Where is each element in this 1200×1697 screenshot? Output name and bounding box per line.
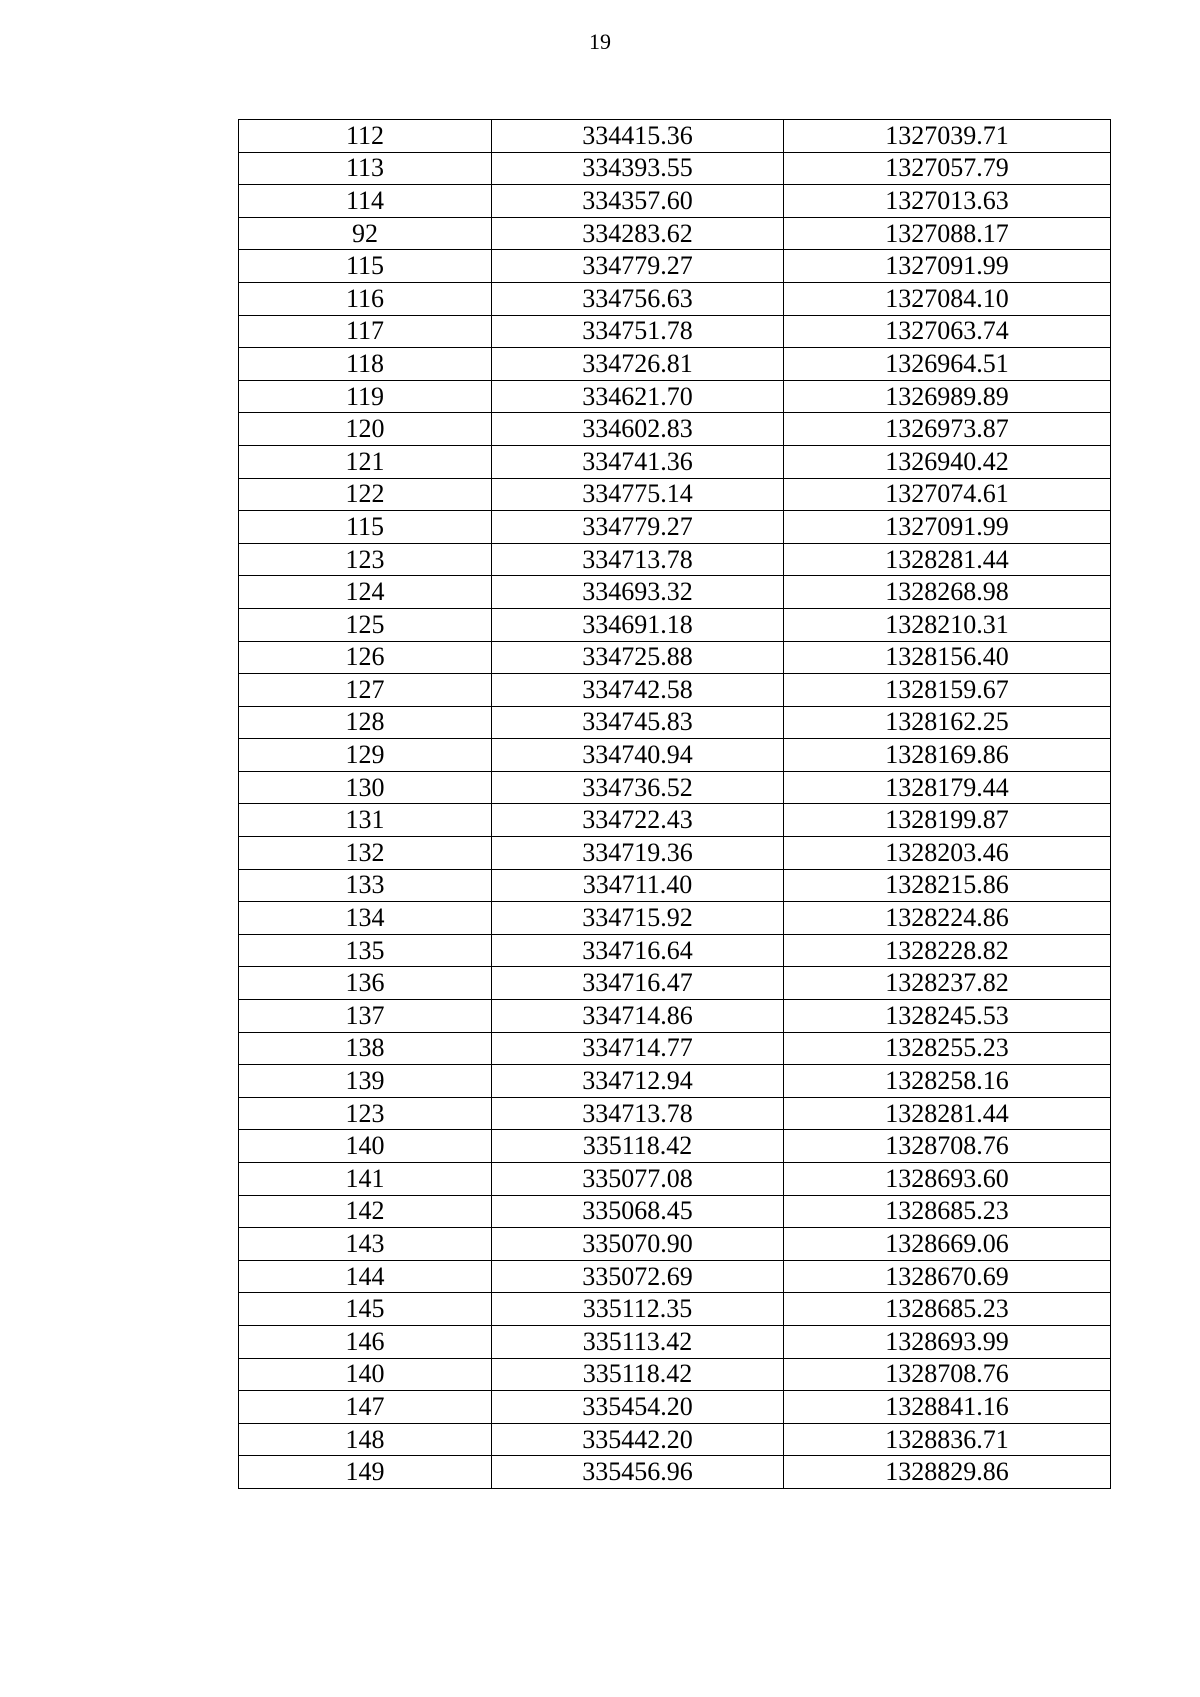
x-coordinate-cell: 334283.62 bbox=[492, 217, 784, 250]
x-coordinate-cell: 335118.42 bbox=[492, 1358, 784, 1391]
x-coordinate-cell: 334745.83 bbox=[492, 706, 784, 739]
point-number-cell: 124 bbox=[239, 576, 492, 609]
x-coordinate-cell: 335113.42 bbox=[492, 1325, 784, 1358]
table-row bbox=[239, 576, 1111, 609]
x-coordinate-cell: 334711.40 bbox=[492, 869, 784, 902]
y-coordinate-cell: 1326964.51 bbox=[784, 348, 1111, 381]
x-coordinate-cell: 335456.96 bbox=[492, 1456, 784, 1489]
point-number-cell: 146 bbox=[239, 1325, 492, 1358]
x-coordinate-cell: 334779.27 bbox=[492, 511, 784, 544]
x-coordinate-cell: 334716.47 bbox=[492, 967, 784, 1000]
x-coordinate-cell: 335077.08 bbox=[492, 1163, 784, 1196]
y-coordinate-cell: 1326940.42 bbox=[784, 445, 1111, 478]
point-number-cell: 112 bbox=[239, 120, 492, 153]
point-number-cell: 134 bbox=[239, 902, 492, 935]
table-row bbox=[239, 1260, 1111, 1293]
x-coordinate-cell: 335454.20 bbox=[492, 1391, 784, 1424]
y-coordinate-cell: 1326989.89 bbox=[784, 380, 1111, 413]
y-coordinate-cell: 1328841.16 bbox=[784, 1391, 1111, 1424]
y-coordinate-cell: 1327013.63 bbox=[784, 185, 1111, 218]
x-coordinate-cell: 334740.94 bbox=[492, 739, 784, 772]
table-row bbox=[239, 1391, 1111, 1424]
table-row bbox=[239, 152, 1111, 185]
page-number: 19 bbox=[589, 29, 611, 54]
y-coordinate-cell: 1326973.87 bbox=[784, 413, 1111, 446]
y-coordinate-cell: 1328199.87 bbox=[784, 804, 1111, 837]
table-row bbox=[239, 348, 1111, 381]
table-row bbox=[239, 1195, 1111, 1228]
point-number-cell: 136 bbox=[239, 967, 492, 1000]
y-coordinate-cell: 1328685.23 bbox=[784, 1293, 1111, 1326]
y-coordinate-cell: 1327039.71 bbox=[784, 120, 1111, 153]
point-number-cell: 131 bbox=[239, 804, 492, 837]
point-number-cell: 121 bbox=[239, 445, 492, 478]
table-row bbox=[239, 315, 1111, 348]
point-number-cell: 126 bbox=[239, 641, 492, 674]
x-coordinate-cell: 334415.36 bbox=[492, 120, 784, 153]
y-coordinate-cell: 1328203.46 bbox=[784, 837, 1111, 870]
x-coordinate-cell: 334722.43 bbox=[492, 804, 784, 837]
y-coordinate-cell: 1328829.86 bbox=[784, 1456, 1111, 1489]
x-coordinate-cell: 334756.63 bbox=[492, 282, 784, 315]
point-number-cell: 92 bbox=[239, 217, 492, 250]
y-coordinate-cell: 1328268.98 bbox=[784, 576, 1111, 609]
y-coordinate-cell: 1327084.10 bbox=[784, 282, 1111, 315]
point-number-cell: 114 bbox=[239, 185, 492, 218]
point-number-cell: 143 bbox=[239, 1228, 492, 1261]
coordinates-table bbox=[238, 119, 1111, 1489]
x-coordinate-cell: 334602.83 bbox=[492, 413, 784, 446]
table-row bbox=[239, 967, 1111, 1000]
point-number-cell: 138 bbox=[239, 1032, 492, 1065]
x-coordinate-cell: 334691.18 bbox=[492, 608, 784, 641]
point-number-cell: 113 bbox=[239, 152, 492, 185]
point-number-cell: 132 bbox=[239, 837, 492, 870]
x-coordinate-cell: 335118.42 bbox=[492, 1130, 784, 1163]
x-coordinate-cell: 335070.90 bbox=[492, 1228, 784, 1261]
point-number-cell: 140 bbox=[239, 1358, 492, 1391]
x-coordinate-cell: 334621.70 bbox=[492, 380, 784, 413]
table-row bbox=[239, 902, 1111, 935]
point-number-cell: 144 bbox=[239, 1260, 492, 1293]
y-coordinate-cell: 1327091.99 bbox=[784, 511, 1111, 544]
table-row bbox=[239, 543, 1111, 576]
table-row bbox=[239, 1163, 1111, 1196]
x-coordinate-cell: 334742.58 bbox=[492, 674, 784, 707]
table-row bbox=[239, 869, 1111, 902]
y-coordinate-cell: 1327088.17 bbox=[784, 217, 1111, 250]
x-coordinate-cell: 334714.86 bbox=[492, 1000, 784, 1033]
point-number-cell: 147 bbox=[239, 1391, 492, 1424]
table-row bbox=[239, 1456, 1111, 1489]
table-row bbox=[239, 1000, 1111, 1033]
x-coordinate-cell: 334393.55 bbox=[492, 152, 784, 185]
y-coordinate-cell: 1328159.67 bbox=[784, 674, 1111, 707]
point-number-cell: 120 bbox=[239, 413, 492, 446]
y-coordinate-cell: 1328670.69 bbox=[784, 1260, 1111, 1293]
x-coordinate-cell: 334357.60 bbox=[492, 185, 784, 218]
table-row bbox=[239, 380, 1111, 413]
y-coordinate-cell: 1327091.99 bbox=[784, 250, 1111, 283]
x-coordinate-cell: 334713.78 bbox=[492, 1097, 784, 1130]
x-coordinate-cell: 334719.36 bbox=[492, 837, 784, 870]
point-number-cell: 119 bbox=[239, 380, 492, 413]
point-number-cell: 130 bbox=[239, 771, 492, 804]
table-row bbox=[239, 185, 1111, 218]
y-coordinate-cell: 1328685.23 bbox=[784, 1195, 1111, 1228]
x-coordinate-cell: 334775.14 bbox=[492, 478, 784, 511]
x-coordinate-cell: 335112.35 bbox=[492, 1293, 784, 1326]
point-number-cell: 115 bbox=[239, 250, 492, 283]
x-coordinate-cell: 334714.77 bbox=[492, 1032, 784, 1065]
point-number-cell: 128 bbox=[239, 706, 492, 739]
y-coordinate-cell: 1328245.53 bbox=[784, 1000, 1111, 1033]
table-row bbox=[239, 1065, 1111, 1098]
y-coordinate-cell: 1327074.61 bbox=[784, 478, 1111, 511]
point-number-cell: 149 bbox=[239, 1456, 492, 1489]
table-row bbox=[239, 804, 1111, 837]
point-number-cell: 127 bbox=[239, 674, 492, 707]
y-coordinate-cell: 1328708.76 bbox=[784, 1358, 1111, 1391]
table-row bbox=[239, 250, 1111, 283]
point-number-cell: 129 bbox=[239, 739, 492, 772]
y-coordinate-cell: 1328179.44 bbox=[784, 771, 1111, 804]
y-coordinate-cell: 1328708.76 bbox=[784, 1130, 1111, 1163]
point-number-cell: 137 bbox=[239, 1000, 492, 1033]
table-row bbox=[239, 1130, 1111, 1163]
point-number-cell: 148 bbox=[239, 1423, 492, 1456]
table-row bbox=[239, 478, 1111, 511]
point-number-cell: 135 bbox=[239, 934, 492, 967]
y-coordinate-cell: 1328693.99 bbox=[784, 1325, 1111, 1358]
y-coordinate-cell: 1328169.86 bbox=[784, 739, 1111, 772]
y-coordinate-cell: 1327057.79 bbox=[784, 152, 1111, 185]
point-number-cell: 115 bbox=[239, 511, 492, 544]
y-coordinate-cell: 1327063.74 bbox=[784, 315, 1111, 348]
table-row bbox=[239, 1325, 1111, 1358]
point-number-cell: 117 bbox=[239, 315, 492, 348]
table-row bbox=[239, 445, 1111, 478]
y-coordinate-cell: 1328281.44 bbox=[784, 1097, 1111, 1130]
table-row bbox=[239, 1097, 1111, 1130]
x-coordinate-cell: 335068.45 bbox=[492, 1195, 784, 1228]
y-coordinate-cell: 1328215.86 bbox=[784, 869, 1111, 902]
y-coordinate-cell: 1328258.16 bbox=[784, 1065, 1111, 1098]
table-row bbox=[239, 1293, 1111, 1326]
point-number-cell: 116 bbox=[239, 282, 492, 315]
table-row bbox=[239, 1358, 1111, 1391]
table-row bbox=[239, 837, 1111, 870]
x-coordinate-cell: 334726.81 bbox=[492, 348, 784, 381]
table-row bbox=[239, 706, 1111, 739]
x-coordinate-cell: 334779.27 bbox=[492, 250, 784, 283]
table-row bbox=[239, 739, 1111, 772]
point-number-cell: 141 bbox=[239, 1163, 492, 1196]
point-number-cell: 125 bbox=[239, 608, 492, 641]
x-coordinate-cell: 335072.69 bbox=[492, 1260, 784, 1293]
point-number-cell: 145 bbox=[239, 1293, 492, 1326]
table-row bbox=[239, 120, 1111, 153]
y-coordinate-cell: 1328281.44 bbox=[784, 543, 1111, 576]
table-row bbox=[239, 674, 1111, 707]
table-row bbox=[239, 771, 1111, 804]
x-coordinate-cell: 334715.92 bbox=[492, 902, 784, 935]
y-coordinate-cell: 1328693.60 bbox=[784, 1163, 1111, 1196]
y-coordinate-cell: 1328669.06 bbox=[784, 1228, 1111, 1261]
table-row bbox=[239, 934, 1111, 967]
x-coordinate-cell: 334712.94 bbox=[492, 1065, 784, 1098]
point-number-cell: 123 bbox=[239, 543, 492, 576]
x-coordinate-cell: 334716.64 bbox=[492, 934, 784, 967]
y-coordinate-cell: 1328224.86 bbox=[784, 902, 1111, 935]
y-coordinate-cell: 1328156.40 bbox=[784, 641, 1111, 674]
y-coordinate-cell: 1328162.25 bbox=[784, 706, 1111, 739]
x-coordinate-cell: 334741.36 bbox=[492, 445, 784, 478]
point-number-cell: 122 bbox=[239, 478, 492, 511]
point-number-cell: 142 bbox=[239, 1195, 492, 1228]
point-number-cell: 139 bbox=[239, 1065, 492, 1098]
x-coordinate-cell: 334725.88 bbox=[492, 641, 784, 674]
x-coordinate-cell: 335442.20 bbox=[492, 1423, 784, 1456]
point-number-cell: 140 bbox=[239, 1130, 492, 1163]
table-row bbox=[239, 282, 1111, 315]
x-coordinate-cell: 334713.78 bbox=[492, 543, 784, 576]
table-row bbox=[239, 1423, 1111, 1456]
x-coordinate-cell: 334751.78 bbox=[492, 315, 784, 348]
y-coordinate-cell: 1328237.82 bbox=[784, 967, 1111, 1000]
table-row bbox=[239, 1228, 1111, 1261]
point-number-cell: 123 bbox=[239, 1097, 492, 1130]
x-coordinate-cell: 334693.32 bbox=[492, 576, 784, 609]
x-coordinate-cell: 334736.52 bbox=[492, 771, 784, 804]
table-row bbox=[239, 413, 1111, 446]
y-coordinate-cell: 1328255.23 bbox=[784, 1032, 1111, 1065]
point-number-cell: 133 bbox=[239, 869, 492, 902]
coordinates-table-body bbox=[239, 120, 1111, 1489]
y-coordinate-cell: 1328836.71 bbox=[784, 1423, 1111, 1456]
y-coordinate-cell: 1328228.82 bbox=[784, 934, 1111, 967]
table-row bbox=[239, 217, 1111, 250]
table-row bbox=[239, 1032, 1111, 1065]
table-row bbox=[239, 641, 1111, 674]
table-row bbox=[239, 608, 1111, 641]
point-number-cell: 118 bbox=[239, 348, 492, 381]
table-row bbox=[239, 511, 1111, 544]
y-coordinate-cell: 1328210.31 bbox=[784, 608, 1111, 641]
